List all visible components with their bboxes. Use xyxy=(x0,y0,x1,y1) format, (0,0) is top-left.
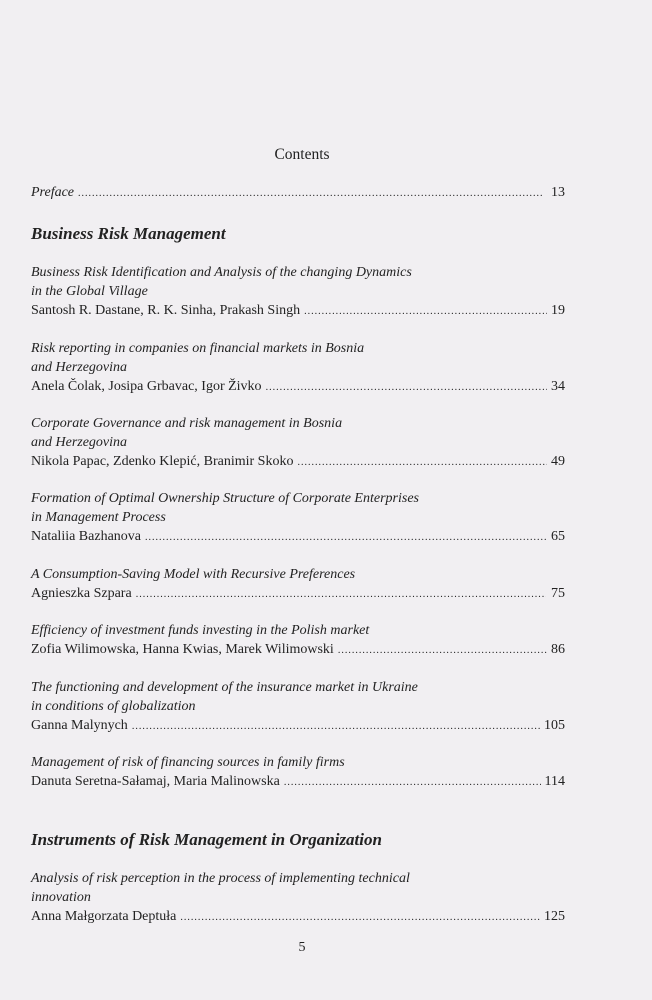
entry-authors: Danuta Seretna-Sałamaj, Maria Malinowska xyxy=(31,774,280,789)
page-number: 114 xyxy=(544,774,565,789)
entry-authors: Anna Małgorzata Deptuła xyxy=(31,909,177,924)
toc-entry[interactable] xyxy=(31,339,565,397)
entry-title: Formation of Optimal Ownership Structure of Corporate Enterprises in Management Process xyxy=(31,491,419,525)
page-number: 75 xyxy=(551,586,565,601)
entry-title: Risk reporting in companies on financial markets in Bosnia and Herzegovina xyxy=(31,341,365,375)
dot-leader xyxy=(338,641,547,660)
dot-leader xyxy=(304,302,547,321)
toc-entry-preface[interactable] xyxy=(31,183,565,203)
entry-authors: Ganna Malynych xyxy=(31,718,128,733)
dot-leader xyxy=(297,453,547,472)
dot-leader xyxy=(145,528,546,547)
page-number: 19 xyxy=(551,303,565,318)
entry-authors: Santosh R. Dastane, R. K. Sinha, Prakash Singh xyxy=(31,303,301,318)
entry-title: Preface xyxy=(31,185,75,200)
toc-entry[interactable] xyxy=(31,678,565,736)
page-number: 65 xyxy=(551,529,565,544)
section-heading: Business Risk Management xyxy=(31,224,226,243)
entry-title: Corporate Governance and risk management in Bosnia and Herzegovina xyxy=(31,416,343,450)
page-folio: 5 xyxy=(298,940,306,955)
entry-authors: Zofia Wilimowska, Hanna Kwias, Marek Wilimowski xyxy=(31,642,334,657)
dot-leader xyxy=(266,378,547,397)
page-number: 49 xyxy=(551,454,565,469)
entry-authors: Anela Čolak, Josipa Grbavac, Igor Živko xyxy=(31,379,262,394)
dot-leader xyxy=(78,184,544,203)
entry-title: Analysis of risk perception in the process of implementing technical innovation xyxy=(31,871,410,905)
dot-leader xyxy=(132,717,540,736)
toc-entry[interactable] xyxy=(31,621,565,660)
page-number: 34 xyxy=(551,379,565,394)
toc-entry[interactable] xyxy=(31,263,565,321)
entry-authors: Nikola Papac, Zdenko Klepić, Branimir Skoko xyxy=(31,454,294,469)
page-number: 86 xyxy=(551,642,565,657)
entry-title: The functioning and development of the insurance market in Ukraine in conditions of globalization xyxy=(31,680,418,714)
section-heading: Instruments of Risk Management in Organization xyxy=(31,830,382,849)
entry-title: Management of risk of financing sources in family firms xyxy=(31,755,345,770)
page-number: 105 xyxy=(544,718,565,733)
page-title: Contents xyxy=(274,146,330,163)
entry-title: Business Risk Identification and Analysis of the changing Dynamics in the Global Village xyxy=(31,265,412,299)
toc-entry[interactable] xyxy=(31,753,565,792)
toc-entry[interactable] xyxy=(31,414,565,472)
entry-authors: Nataliia Bazhanova xyxy=(31,529,142,544)
entry-title: A Consumption-Saving Model with Recursive Preferences xyxy=(31,567,356,582)
page-number: 13 xyxy=(551,185,565,200)
entry-authors: Agnieszka Szpara xyxy=(31,586,132,601)
entry-title: Efficiency of investment funds investing in the Polish market xyxy=(31,623,370,638)
dot-leader xyxy=(136,585,546,604)
page-number: 125 xyxy=(544,909,565,924)
toc-entry[interactable] xyxy=(31,489,565,547)
dot-leader xyxy=(180,908,540,927)
toc-entry[interactable] xyxy=(31,565,565,604)
toc-entry[interactable] xyxy=(31,869,565,927)
dot-leader xyxy=(284,773,541,792)
